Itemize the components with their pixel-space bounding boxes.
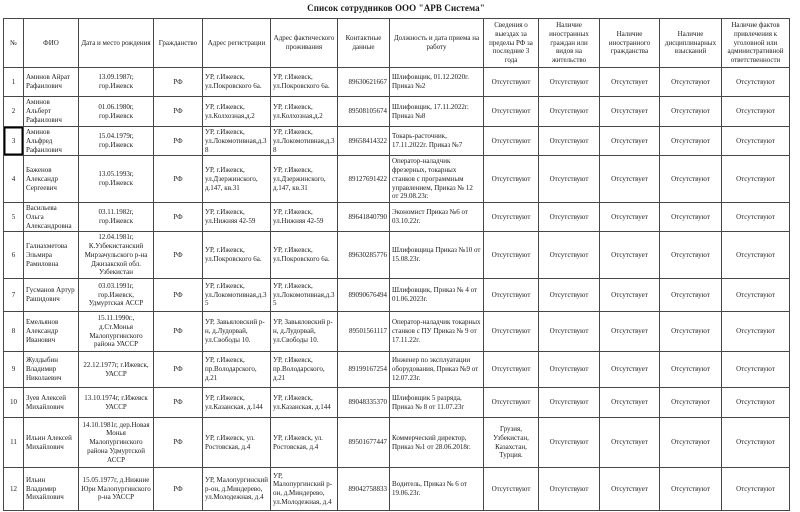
- table-cell: Отсутствует: [600, 156, 660, 203]
- table-cell: Отсутствуют: [660, 203, 722, 232]
- table-cell: Отсутствуют: [539, 232, 600, 279]
- table-cell: РФ: [154, 97, 203, 127]
- table-cell: Отсутствуют: [660, 468, 722, 511]
- row-number-cell: 10: [4, 388, 24, 418]
- table-cell: УР, Завьяловский р-н, д.Лудорвай, ул.Свободы 10.: [271, 312, 338, 352]
- table-cell: Отсутствуют: [539, 388, 600, 418]
- table-cell: Отсутствуют: [539, 127, 600, 156]
- table-cell: 01.06.1980г, гор.Ижевск: [79, 97, 154, 127]
- table-cell: 89042758833: [338, 468, 390, 511]
- table-row: [4, 418, 790, 468]
- table-cell: 13.09.1987г, гор.Ижевск: [79, 68, 154, 97]
- column-header: Наличие иностранного гражданства: [600, 19, 660, 68]
- row-number-cell: 11: [4, 418, 24, 468]
- table-cell: УР, г.Ижевск, ул.Локомотивная,д.35: [271, 279, 338, 312]
- table-cell: Отсутствуют: [660, 97, 722, 127]
- table-cell: УР, г.Ижевск, ул.Покровского 6а.: [203, 232, 271, 279]
- table-cell: 89501677447: [338, 418, 390, 468]
- table-cell: Отсутствуют: [484, 468, 539, 511]
- table-cell: Отсутствуют: [722, 156, 790, 203]
- table-cell: Отсутствуют: [660, 388, 722, 418]
- table-cell: Отсутствуют: [484, 388, 539, 418]
- table-cell: 03.03.1991г, гор.Ижевск, Удмуртская АССР: [79, 279, 154, 312]
- table-cell: РФ: [154, 127, 203, 156]
- table-row: [4, 232, 790, 279]
- column-header: Сведения о выездах за пределы РФ за последние 3 года: [484, 19, 539, 68]
- row-number-cell: 7: [4, 279, 24, 312]
- table-cell: Отсутствует: [600, 97, 660, 127]
- table-cell: Оператор-наладчик фрезерных, токарных станков с программным управлением, Приказ № 12 от 29.08.23г.: [390, 156, 484, 203]
- column-header: Наличие иностранных граждан или видов на жительство: [539, 19, 600, 68]
- table-cell: Отсутствует: [600, 312, 660, 352]
- table-row: [4, 156, 790, 203]
- table-cell: 15.11.1990г., д.Ст.Монья Малопургинского района УАССР: [79, 312, 154, 352]
- table-cell: 22.12.1977г, г.Ижевск, УАССР: [79, 352, 154, 388]
- table-cell: УР, г.Ижевск, ул.Локомотивная,д.38: [271, 127, 338, 156]
- table-cell: УР, г.Ижевск, ул.Дзержинского, д.147, кв.31: [271, 156, 338, 203]
- table-cell: Отсутствует: [600, 68, 660, 97]
- table-cell: 13.10.1974г, г.Ижевск УАССР: [79, 388, 154, 418]
- table-cell: 89658414322: [338, 127, 390, 156]
- table-cell: Отсутствуют: [539, 203, 600, 232]
- table-cell: Отсутствуют: [539, 352, 600, 388]
- table-cell: УР, г.Ижевск, ул.Казанская, д.144: [203, 388, 271, 418]
- table-cell: Отсутствует: [600, 279, 660, 312]
- column-header: ФИО: [24, 19, 79, 68]
- table-cell: 89508105674: [338, 97, 390, 127]
- table-cell: Ильин Алексей Михайлович: [24, 418, 79, 468]
- table-cell: Водитель, Приказ № 6 от 19.06.23г.: [390, 468, 484, 511]
- table-cell: Жулдыбин Владимир Николаевич: [24, 352, 79, 388]
- table-cell: УР, г.Ижевск, ул.Локомотивная,д.38: [203, 127, 271, 156]
- table-cell: Отсутствуют: [660, 232, 722, 279]
- table-cell: Емельянов Александр Иванович: [24, 312, 79, 352]
- row-number-cell: 3: [4, 127, 24, 156]
- page-title: Список сотрудников ООО "АРВ Система": [307, 3, 485, 13]
- table-cell: Отсутствует: [600, 127, 660, 156]
- table-cell: 89630285776: [338, 232, 390, 279]
- table-row: [4, 279, 790, 312]
- table-cell: 89199167254: [338, 352, 390, 388]
- table-cell: Баженов Александр Сергеевич: [24, 156, 79, 203]
- table-cell: 89127691422: [338, 156, 390, 203]
- table-cell: УР, г.Ижевск, ул.Казанская, д.144: [271, 388, 338, 418]
- column-header: Должность и дата приема на работу: [390, 19, 484, 68]
- table-cell: Шлифовщица Приказ №10 от 15.08.23г.: [390, 232, 484, 279]
- row-number-cell: 8: [4, 312, 24, 352]
- table-cell: Отсутствует: [600, 232, 660, 279]
- table-cell: РФ: [154, 418, 203, 468]
- table-cell: Отсутствуют: [722, 388, 790, 418]
- table-cell: УР, г.Ижевск, ул. Ростовская, д.4: [203, 418, 271, 468]
- table-row: [4, 388, 790, 418]
- table-cell: УР, г.Ижевск, пр.Володарского, д.21: [271, 352, 338, 388]
- table-row: [4, 127, 790, 156]
- table-cell: Отсутствуют: [722, 68, 790, 97]
- table-row: [4, 203, 790, 232]
- table-cell: УР, Малопургинский р-он, д.Миндерево, ул.Молодежная, д.4: [271, 468, 338, 511]
- table-cell: Отсутствуют: [660, 279, 722, 312]
- table-cell: Отсутствуют: [484, 279, 539, 312]
- table-cell: УР, г.Ижевск, ул.Колхозная,д.2: [271, 97, 338, 127]
- table-cell: Отсутствуют: [484, 352, 539, 388]
- table-header: [4, 19, 790, 68]
- table-cell: Отсутствуют: [660, 312, 722, 352]
- table-row: [4, 312, 790, 352]
- table-cell: РФ: [154, 468, 203, 511]
- table-cell: 14.10.1981г, дер.Новая Монья Малопургинского района Удмуртской АССР: [79, 418, 154, 468]
- table-cell: Коммерческий директор, Приказ №1 от 28.06.2018г.: [390, 418, 484, 468]
- table-cell: 03.11.1982г, гор.Ижевск: [79, 203, 154, 232]
- row-number-cell: 4: [4, 156, 24, 203]
- table-cell: Отсутствуют: [484, 156, 539, 203]
- table-row: [4, 468, 790, 511]
- table-cell: Отсутствуют: [484, 232, 539, 279]
- header-row: [4, 19, 790, 68]
- column-header: Адрес регистрации: [203, 19, 271, 68]
- table-cell: РФ: [154, 232, 203, 279]
- table-cell: Отсутствуют: [484, 97, 539, 127]
- table-cell: РФ: [154, 203, 203, 232]
- table-cell: Отсутствуют: [722, 418, 790, 468]
- table-cell: УР, г.Ижевск, ул.Нижняя 42-59: [271, 203, 338, 232]
- table-cell: Отсутствует: [600, 352, 660, 388]
- table-cell: Зуев Алексей Михайлович: [24, 388, 79, 418]
- row-number-cell: 9: [4, 352, 24, 388]
- table-cell: УР, г.Ижевск, ул.Колхозная,д.2: [203, 97, 271, 127]
- table-cell: Шлифовщик, 17.11.2022г. Приказ №8: [390, 97, 484, 127]
- table-cell: 89641840790: [338, 203, 390, 232]
- row-number-cell: 5: [4, 203, 24, 232]
- table-cell: Отсутствуют: [722, 203, 790, 232]
- table-cell: Экономист Приказ №6 от 03.10.22г.: [390, 203, 484, 232]
- table-cell: Отсутствуют: [722, 352, 790, 388]
- table-cell: Отсутствует: [600, 468, 660, 511]
- row-number-cell: 12: [4, 468, 24, 511]
- table-cell: Отсутствуют: [722, 232, 790, 279]
- table-row: [4, 68, 790, 97]
- table-cell: УР, г.Ижевск, ул.Покровского 6а.: [271, 68, 338, 97]
- table-cell: Васильева Ольга Александровна: [24, 203, 79, 232]
- row-number-cell: 6: [4, 232, 24, 279]
- table-cell: Отсутствуют: [484, 203, 539, 232]
- table-row: [4, 352, 790, 388]
- table-cell: 12.04.1981г, К.Узбекистанский Мирзачульского р-на Джизакской обл. Узбекистан: [79, 232, 154, 279]
- table-cell: Отсутствуют: [722, 468, 790, 511]
- table-cell: УР, г.Ижевск, ул. Ростовская, д.4: [271, 418, 338, 468]
- table-cell: Инженер по эксплуатации оборудования, Приказ №9 от 12.07.23г.: [390, 352, 484, 388]
- column-header: Адрес фактического проживания: [271, 19, 338, 68]
- table-cell: Отсутствуют: [660, 127, 722, 156]
- table-cell: 15.04.1979г, гор.Ижевск: [79, 127, 154, 156]
- table-cell: Отсутствуют: [539, 312, 600, 352]
- table-cell: 13.05.1993г, гор.Ижевск: [79, 156, 154, 203]
- table-cell: УР, г.Ижевск, ул.Покровского 6а.: [203, 68, 271, 97]
- table-cell: УР, Завьяловский р-н, д.Лудорвай, ул.Свободы 10.: [203, 312, 271, 352]
- row-number-cell: 2: [4, 97, 24, 127]
- column-header: Дата и место рождения: [79, 19, 154, 68]
- table-cell: Аминов Альфред Рафаилович: [24, 127, 79, 156]
- table-cell: УР, г.Ижевск, пр.Володарского, д.21: [203, 352, 271, 388]
- table-cell: 89630621667: [338, 68, 390, 97]
- table-cell: Отсутствуют: [722, 312, 790, 352]
- table-cell: УР, г.Ижевск, ул.Покровского 6а.: [271, 232, 338, 279]
- column-header: Наличие дисциплинарных взысканий: [660, 19, 722, 68]
- table-cell: Отсутствуют: [484, 312, 539, 352]
- table-row: [4, 97, 790, 127]
- table-cell: РФ: [154, 388, 203, 418]
- table-cell: Аминов Айрат Рафаилович: [24, 68, 79, 97]
- table-cell: Отсутствуют: [539, 279, 600, 312]
- table-cell: УР, г.Ижевск, ул.Дзержинского, д.147, кв.31: [203, 156, 271, 203]
- table-cell: УР, Малопургинский р-он, д.Миндерево, ул.Молодежная, д.4: [203, 468, 271, 511]
- table-cell: Шлифовщик 5 разряда, Приказ № 8 от 11.07.23г: [390, 388, 484, 418]
- table-cell: Отсутствуют: [539, 418, 600, 468]
- table-cell: Аминов Альберт Рафаилович: [24, 97, 79, 127]
- table-cell: Отсутствуют: [660, 68, 722, 97]
- table-cell: Гусманов Артур Рашидович: [24, 279, 79, 312]
- table-cell: Отсутствуют: [660, 352, 722, 388]
- table-cell: Ильин Владимир Михайлович: [24, 468, 79, 511]
- row-number-cell: 1: [4, 68, 24, 97]
- table-cell: 89090676494: [338, 279, 390, 312]
- table-cell: РФ: [154, 68, 203, 97]
- table-cell: 89501561117: [338, 312, 390, 352]
- column-header: Контактные данные: [338, 19, 390, 68]
- table-cell: Отсутствуют: [722, 97, 790, 127]
- table-cell: Шлифовщик, Приказ № 4 от 01.06.2023г.: [390, 279, 484, 312]
- table-cell: Отсутствуют: [539, 156, 600, 203]
- table-cell: Шлифовщик, 01.12.2020г. Приказ №2: [390, 68, 484, 97]
- table-cell: РФ: [154, 352, 203, 388]
- table-cell: Отсутствует: [600, 418, 660, 468]
- table-cell: Отсутствуют: [539, 468, 600, 511]
- table-cell: Отсутствуют: [539, 68, 600, 97]
- table-cell: Отсутствуют: [660, 418, 722, 468]
- table-cell: РФ: [154, 312, 203, 352]
- table-cell: УР, г.Ижевск, ул.Нижняя 42-59: [203, 203, 271, 232]
- employee-table: [3, 18, 790, 511]
- table-cell: Отсутствуют: [539, 97, 600, 127]
- table-cell: РФ: [154, 279, 203, 312]
- table-cell: 89048335370: [338, 388, 390, 418]
- table-cell: Отсутствуют: [722, 127, 790, 156]
- column-header: №: [4, 19, 24, 68]
- table-cell: Токарь-расточник, 17.11.2022г. Приказ №7: [390, 127, 484, 156]
- table-cell: Отсутствует: [600, 388, 660, 418]
- table-body: [4, 68, 790, 511]
- table-cell: Отсутствуют: [484, 127, 539, 156]
- column-header: Гражданство: [154, 19, 203, 68]
- column-header: Наличие фактов привлечения к уголовной или административной ответственности: [722, 19, 790, 68]
- table-cell: УР, г.Ижевск, ул.Локомотивная,д.35: [203, 279, 271, 312]
- table-cell: Оператор-наладчик токарных станков с ПУ Приказ № 9 от 17.11.22г.: [390, 312, 484, 352]
- table-cell: Отсутствует: [600, 203, 660, 232]
- table-cell: 15.05.1977г, д.Нижние Юри Малопургинского р-на УАССР: [79, 468, 154, 511]
- table-cell: Отсутствуют: [660, 156, 722, 203]
- table-cell: РФ: [154, 156, 203, 203]
- table-cell: Отсутствуют: [484, 68, 539, 97]
- table-cell: Грузия, Узбекистан, Казахстан, Турция.: [484, 418, 539, 468]
- table-cell: Отсутствуют: [722, 279, 790, 312]
- table-cell: Галиахметова Эльмира Рамиловна: [24, 232, 79, 279]
